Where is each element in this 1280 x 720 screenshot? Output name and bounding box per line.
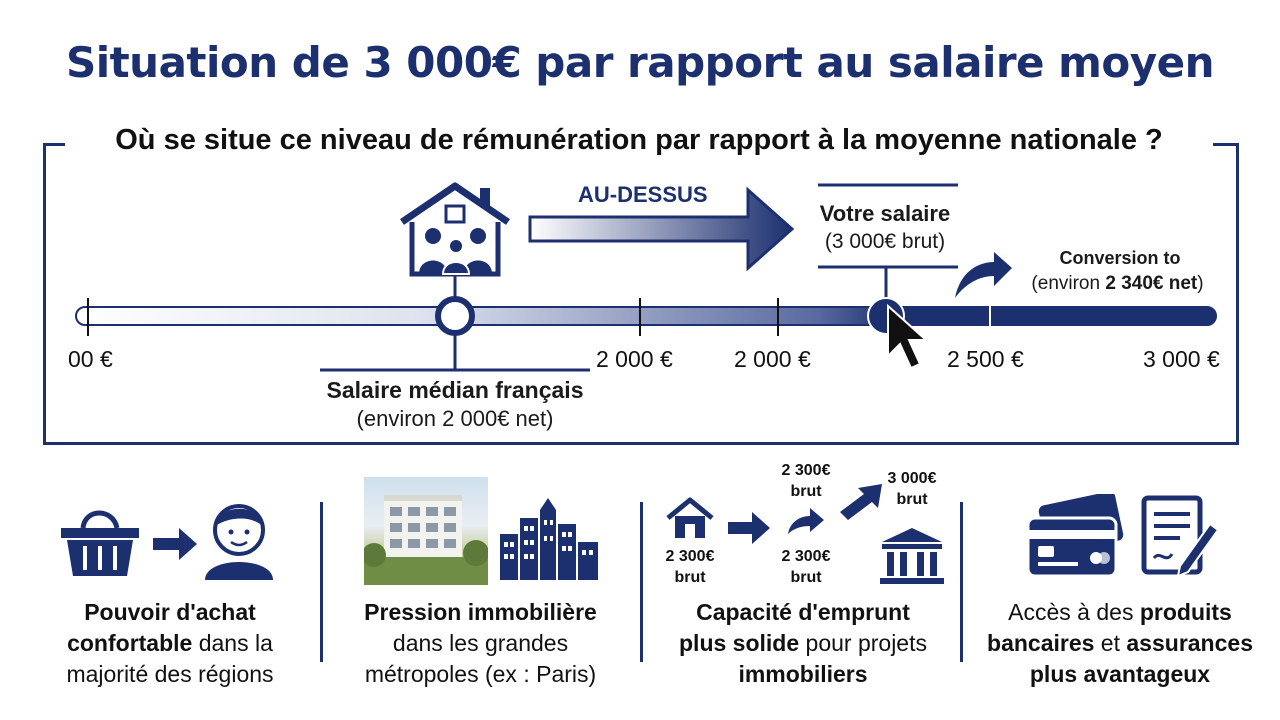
- salary-subtitle: (3 000€ brut): [824, 230, 946, 253]
- conversion-arrow-icon: [955, 252, 1012, 298]
- tick-label: 00 €: [68, 346, 113, 372]
- loan-label: 2 300€ brut: [781, 548, 831, 586]
- banking-products-text: Accès à des produits bancaires et assurances plus avantageux: [987, 599, 1253, 687]
- loan-label: 3 000€ brut: [887, 470, 937, 508]
- curved-arrow-icon: [788, 508, 824, 534]
- conversion-subtitle: (environ 2 340€ net): [1031, 273, 1204, 294]
- contract-icon: [1144, 498, 1218, 576]
- bank-icon: [880, 528, 944, 584]
- purchasing-power-icons: [55, 498, 285, 588]
- scale-bar: [76, 307, 1216, 325]
- frame-question: Où se situe ce niveau de rémunération par rapport à la moyenne nationale ?: [74, 124, 1204, 157]
- tick-label: 2 000 €: [596, 346, 673, 372]
- page-title: Situation de 3 000€ par rapport au salaire moyen: [65, 38, 1215, 87]
- tick-label: 2 000 €: [734, 346, 811, 372]
- column-divider: [960, 502, 963, 662]
- credit-cards-icon: [1028, 494, 1124, 576]
- conversion-title: Conversion to: [1059, 248, 1181, 268]
- arrow-right-icon: [153, 528, 197, 560]
- above-label: AU-DESSUS: [578, 182, 708, 207]
- person-icon: [205, 506, 273, 580]
- basket-icon: [61, 513, 139, 576]
- tick-label: 2 500 €: [947, 346, 1024, 372]
- banking-products-icons: [1020, 494, 1220, 584]
- purchasing-power-text: Pouvoir d'achat confortable dans la majorité des régions: [66, 599, 274, 687]
- salary-title: Votre salaire: [819, 201, 951, 226]
- real-estate-pressure-text: Pression immobilière dans les grandes métropoles (ex : Paris): [364, 599, 597, 687]
- building-photo: [364, 477, 488, 585]
- column-divider: [320, 502, 323, 662]
- median-subtitle: (environ 2 000€ net): [356, 406, 554, 431]
- median-title: Salaire médian français: [326, 377, 584, 403]
- loan-label: 2 300€ brut: [665, 548, 715, 586]
- city-skyline-icon: [498, 496, 602, 582]
- median-marker: [438, 299, 472, 333]
- column-divider: [640, 502, 643, 662]
- borrowing-capacity-text: Capacité d'emprunt plus solide pour projets immobiliers: [679, 599, 927, 687]
- house-icon: [668, 500, 712, 538]
- arrow-right-icon: [728, 512, 770, 544]
- house-family-icon: [402, 186, 508, 274]
- tick-label: 3 000 €: [1143, 346, 1220, 372]
- loan-label: 2 300€ brut: [781, 462, 831, 500]
